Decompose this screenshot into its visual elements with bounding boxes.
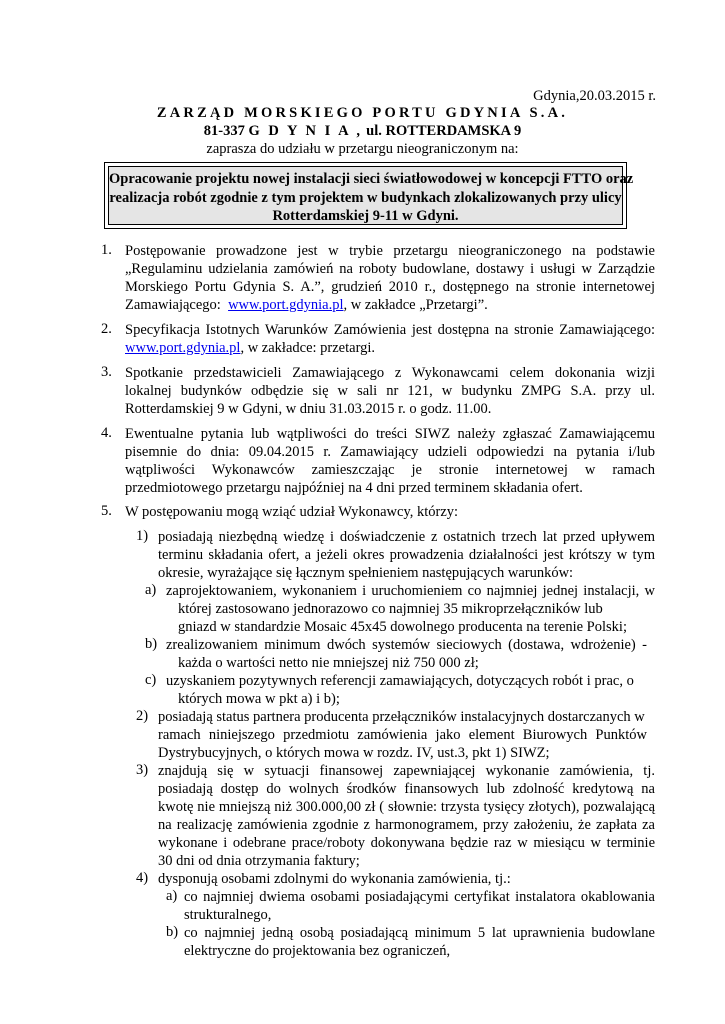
company-address xyxy=(0,123,725,140)
condition-text: każda o wartości netto nie mniejszej niż 750 000 zł; xyxy=(178,655,479,671)
item-text: Morskiego Portu Gdynia S. A.”, grudzień 2010 r., dostępnego na stronie internetowej xyxy=(125,279,655,295)
item-text-part: , w zakładce: przetargi. xyxy=(240,340,376,356)
condition-text: zrealizowaniem minimum dwóch systemów sieciowych (dostawa, wdrożenie) - xyxy=(166,637,647,653)
subitem-text: posiadają dostęp do wolnych środków finansowych lub zdolność kredytową na xyxy=(158,781,655,797)
condition-letter: a) xyxy=(145,582,157,598)
tender-title-line: Rotterdamskiej 9-11 w Gdyni. xyxy=(272,208,459,224)
document-date: Gdynia,20.03.2015 r. xyxy=(533,88,656,104)
address-street: ul. ROTTERDAMSKA 9 xyxy=(366,123,522,139)
item-text: pisemnie do dnia: 09.04.2015 r. Zamawiający udzieli odpowiedzi na pytania i/lub xyxy=(125,444,655,460)
condition-letter: b) xyxy=(145,636,158,652)
item-text-part: , w zakładce „Przetargi”. xyxy=(343,297,488,313)
item-text: Postępowanie prowadzone jest w trybie przetargu nieograniczonego na podstawie xyxy=(125,243,655,259)
item-number: 5. xyxy=(101,503,112,519)
item-text: Rotterdamskiej 9 w Gdyni, w dniu 31.03.2015 r. o godz. 11.00. xyxy=(125,401,492,417)
item-number: 2. xyxy=(101,321,112,337)
subitem-number: 4) xyxy=(136,870,149,886)
subitem-text: kwotę nie mniejszą niż 300.000,00 zł ( słownie: trzysta tysięcy złotych), pozwalającą xyxy=(158,799,655,815)
subitem-text: znajdują się w sytuacji finansowej zapewniającej wykonanie zamówienia, tj. xyxy=(158,763,655,779)
condition-letter: b) xyxy=(166,924,179,940)
subitem-number: 2) xyxy=(136,708,149,724)
subitem-text: posiadają status partnera producenta przełączników instalacyjnych dostarczanych w xyxy=(158,709,645,725)
item-text: wątpliwości Wykonawców zamieszczając je stronie internetowej w ramach xyxy=(125,462,655,478)
item-text: Spotkanie przedstawicieli Zamawiającego z Wykonawcami celem dokonania wizji xyxy=(125,365,655,381)
port-website-link[interactable]: www.port.gdynia.pl xyxy=(228,297,344,313)
tender-title-line: Opracowanie projektu nowej instalacji sieci światłowodowej w koncepcji FTTO oraz xyxy=(109,171,634,187)
subitem-number: 1) xyxy=(136,528,149,544)
condition-text: strukturalnego, xyxy=(184,907,272,923)
item-number: 1. xyxy=(101,242,112,258)
subitem-number: 3) xyxy=(136,762,149,778)
address-postcode: 81-337 xyxy=(203,123,245,139)
item-text: „Regulaminu udzielania zamówień na roboty budowlane, dostawy i usługi w Zarządzie xyxy=(125,261,655,277)
subitem-text: Dystrybucyjnych, o których mowa w rozdz. IV, ust.3, pkt 1) SIWZ; xyxy=(158,745,550,761)
condition-text: co najmniej dwiema osobami posiadającymi certyfikat instalatora okablowania xyxy=(184,889,655,905)
item-text xyxy=(125,296,488,314)
item-number: 4. xyxy=(101,425,112,441)
condition-text: zaprojektowaniem, wykonaniem i uruchomieniem co najmniej jednej instalacji, w xyxy=(166,583,655,599)
condition-text: uzyskaniem pozytywnych referencji zamawiających, dotyczących robót i prac, o xyxy=(166,673,634,689)
subitem-text: okresie, wyrażające się łącznym spełnieniem następujących warunków: xyxy=(158,565,574,581)
condition-text: elektryczne do projektowania bez ograniczeń, xyxy=(184,943,451,959)
condition-letter: a) xyxy=(166,888,178,904)
condition-text: gniazd w standardzie Mosaic 45x45 dowolnego producenta na terenie Polski; xyxy=(178,619,627,635)
port-website-link[interactable]: www.port.gdynia.pl xyxy=(125,340,241,356)
item-text xyxy=(125,339,375,357)
subitem-text: dysponują osobami zdolnymi do wykonania zamówienia, tj.: xyxy=(158,871,511,887)
tender-title-box xyxy=(108,166,634,225)
item-text: przedmiotowego przetargu najpóźniej na 4 dni przed terminem składania ofert. xyxy=(125,480,583,496)
subitem-text: na realizację zamówienia zgodnie z harmonogramem, przy założeniu, że zapłata za xyxy=(158,817,655,833)
condition-text: których mowa w pkt a) i b); xyxy=(178,691,340,707)
item-text-part: Zamawiającego: xyxy=(125,297,221,313)
condition-text: której zastosowano jednorazowo co najmniej 35 mikroprzełączników lub xyxy=(178,601,603,617)
address-city: G D Y N I A , xyxy=(248,123,363,139)
subitem-text: posiadają niezbędną wiedzę i doświadczenie z ostatnich trzech lat przed upływem xyxy=(158,529,655,545)
item-text: W postępowaniu mogą wziąć udział Wykonawcy, którzy: xyxy=(125,504,459,520)
condition-letter: c) xyxy=(145,672,157,688)
item-text: lokalnej budynków odbędzie się w sali nr 121, w budynku ZMPG S.A. przy ul. xyxy=(125,383,655,399)
condition-text: co najmniej jedną osobą posiadającą minimum 5 lat uprawnienia budowlane xyxy=(184,925,655,941)
subitem-text: ramach niniejszego przedmiotu zamówienia jako element Biurowych Punktów xyxy=(158,727,647,743)
tender-title-line: realizacja robót zgodnie z tym projektem w budynkach zlokalizowanych przy ulicy xyxy=(109,189,622,206)
item-text: Ewentualne pytania lub wątpliwości do treści SIWZ należy zgłaszać Zamawiającemu xyxy=(125,426,655,442)
invitation-line: zaprasza do udziału w przetargu nieograniczonym na: xyxy=(206,141,519,157)
item-text: Specyfikacja Istotnych Warunków Zamówienia jest dostępna na stronie Zamawiającego: xyxy=(125,322,655,338)
item-number: 3. xyxy=(101,364,112,380)
subitem-text: wykonane i odebrane prace/roboty dokonywana będzie raz w miesiącu w terminie xyxy=(158,835,655,851)
subitem-text: terminu składania ofert, a jeżeli okres prowadzenia działalności jest krótszy w tym xyxy=(158,547,655,563)
company-name: ZARZĄD MORSKIEGO PORTU GDYNIA S.A. xyxy=(156,105,569,121)
subitem-text: 30 dni od dnia otrzymania faktury; xyxy=(158,853,360,869)
